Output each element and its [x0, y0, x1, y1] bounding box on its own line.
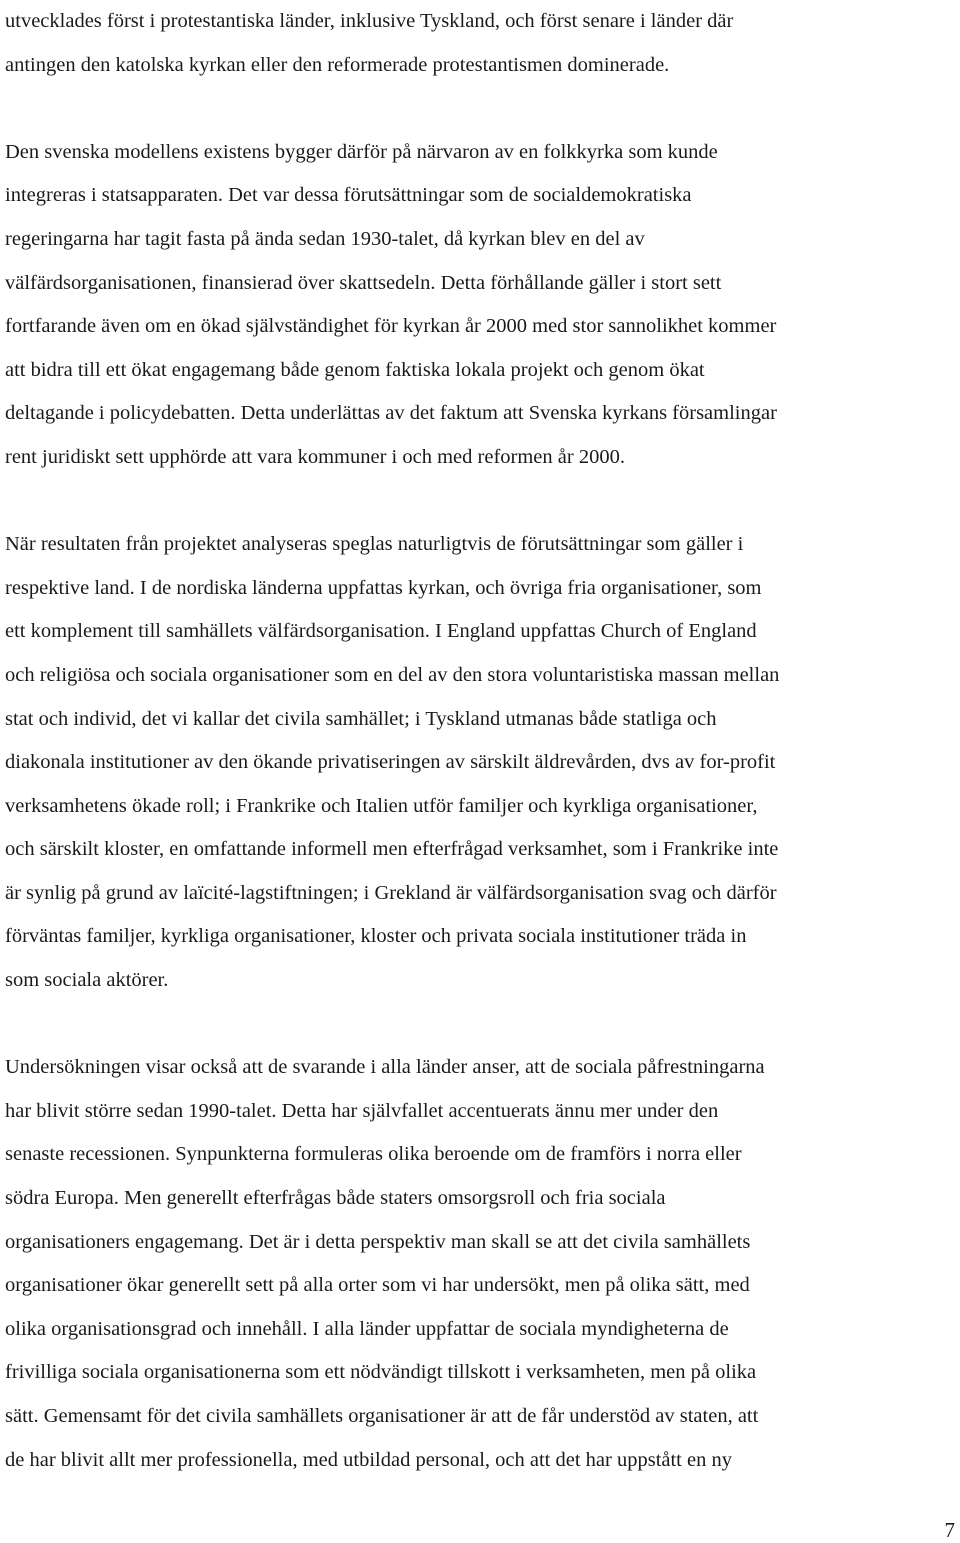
paragraph-spacer — [5, 480, 960, 524]
text-line: som sociala aktörer. — [5, 969, 169, 992]
text-line: respektive land. I de nordiska länderna uppfattas kyrkan, och övriga fria organisationer, som — [5, 576, 762, 599]
text-line: När resultaten från projektet analyseras speglas naturligtvis de förutsättningar som gäller i — [5, 533, 744, 556]
text-line: förväntas familjer, kyrkliga organisationer, kloster och privata sociala institutioner träda in — [5, 925, 747, 948]
paragraph — [5, 1046, 960, 1482]
text-line: stat och individ, det vi kallar det civila samhället; i Tyskland utmanas både statliga och — [5, 707, 717, 730]
text-line: att bidra till ett ökat engagemang både genom faktiska lokala projekt och genom ökat — [5, 358, 705, 381]
text-line: sätt. Gemensamt för det civila samhällets organisationer är att de får understöd av staten, att — [5, 1405, 759, 1427]
text-line: antingen den katolska kyrkan eller den reformerade protestantismen dominerade. — [5, 53, 670, 76]
text-line: frivilliga sociala organisationerna som ett nödvändigt tillskott i verksamheten, men på olika — [5, 1361, 757, 1384]
document-body — [5, 0, 960, 1482]
text-line: och religiösa och sociala organisationer som en del av den stora voluntaristiska massan mellan — [5, 663, 780, 686]
text-line: Den svenska modellens existens bygger därför på närvaron av en folkkyrka som kunde — [5, 140, 718, 163]
text-line: deltagande i policydebatten. Detta underlättas av det faktum att Svenska kyrkans församlingar — [5, 402, 777, 425]
text-line: är synlig på grund av laïcité-lagstiftningen; i Grekland är välfärdsorganisation svag och därför — [5, 881, 777, 904]
text-line: organisationers engagemang. Det är i detta perspektiv man skall se att det civila samhällets — [5, 1230, 751, 1253]
text-line: ett komplement till samhällets välfärdsorganisation. I England uppfattas Church of England — [5, 620, 757, 643]
page-number: 7 — [944, 1518, 955, 1542]
paragraph-spacer — [5, 87, 960, 131]
text-line: utvecklades först i protestantiska länder, inklusive Tyskland, och först senare i länder där — [5, 10, 734, 32]
paragraph — [5, 131, 960, 480]
text-line: och särskilt kloster, en omfattande informell men efterfrågad verksamhet, som i Frankrike inte — [5, 838, 779, 861]
text-line: verksamhetens ökade roll; i Frankrike och Italien utför familjer och kyrkliga organisationer, — [5, 794, 758, 817]
text-line: diakonala institutioner av den ökande privatiseringen av särskilt äldrevården, dvs av for-profit — [5, 751, 776, 774]
text-line: senaste recessionen. Synpunkterna formuleras olika beroende om de framförs i norra eller — [5, 1143, 742, 1166]
text-line: regeringarna har tagit fasta på ända sedan 1930-talet, då kyrkan blev en del av — [5, 227, 645, 250]
text-line: välfärdsorganisationen, finansierad över skattsedeln. Detta förhållande gäller i stort sett — [5, 271, 722, 294]
text-line: södra Europa. Men generellt efterfrågas både staters omsorgsroll och fria sociala — [5, 1187, 666, 1210]
text-line: rent juridiskt sett upphörde att vara kommuner i och med reformen år 2000. — [5, 445, 625, 468]
text-line: organisationer ökar generellt sett på alla orter som vi har undersökt, men på olika sätt, med — [5, 1274, 750, 1297]
text-line: Undersökningen visar också att de svarande i alla länder anser, att de sociala påfrestningarna — [5, 1056, 765, 1079]
paragraph — [5, 523, 960, 1003]
text-line: fortfarande även om en ökad självständighet för kyrkan år 2000 med stor sannolikhet kommer — [5, 315, 777, 338]
text-line: olika organisationsgrad och innehåll. I alla länder uppfattar de sociala myndigheterna de — [5, 1317, 729, 1340]
paragraph — [5, 0, 960, 87]
text-line: de har blivit allt mer professionella, med utbildad personal, och att det har uppstått en ny — [5, 1448, 732, 1471]
paragraph-spacer — [5, 1003, 960, 1047]
text-line: integreras i statsapparaten. Det var dessa förutsättningar som de socialdemokratiska — [5, 184, 692, 207]
text-line: har blivit större sedan 1990-talet. Detta har självfallet accentuerats ännu mer under den — [5, 1099, 719, 1122]
